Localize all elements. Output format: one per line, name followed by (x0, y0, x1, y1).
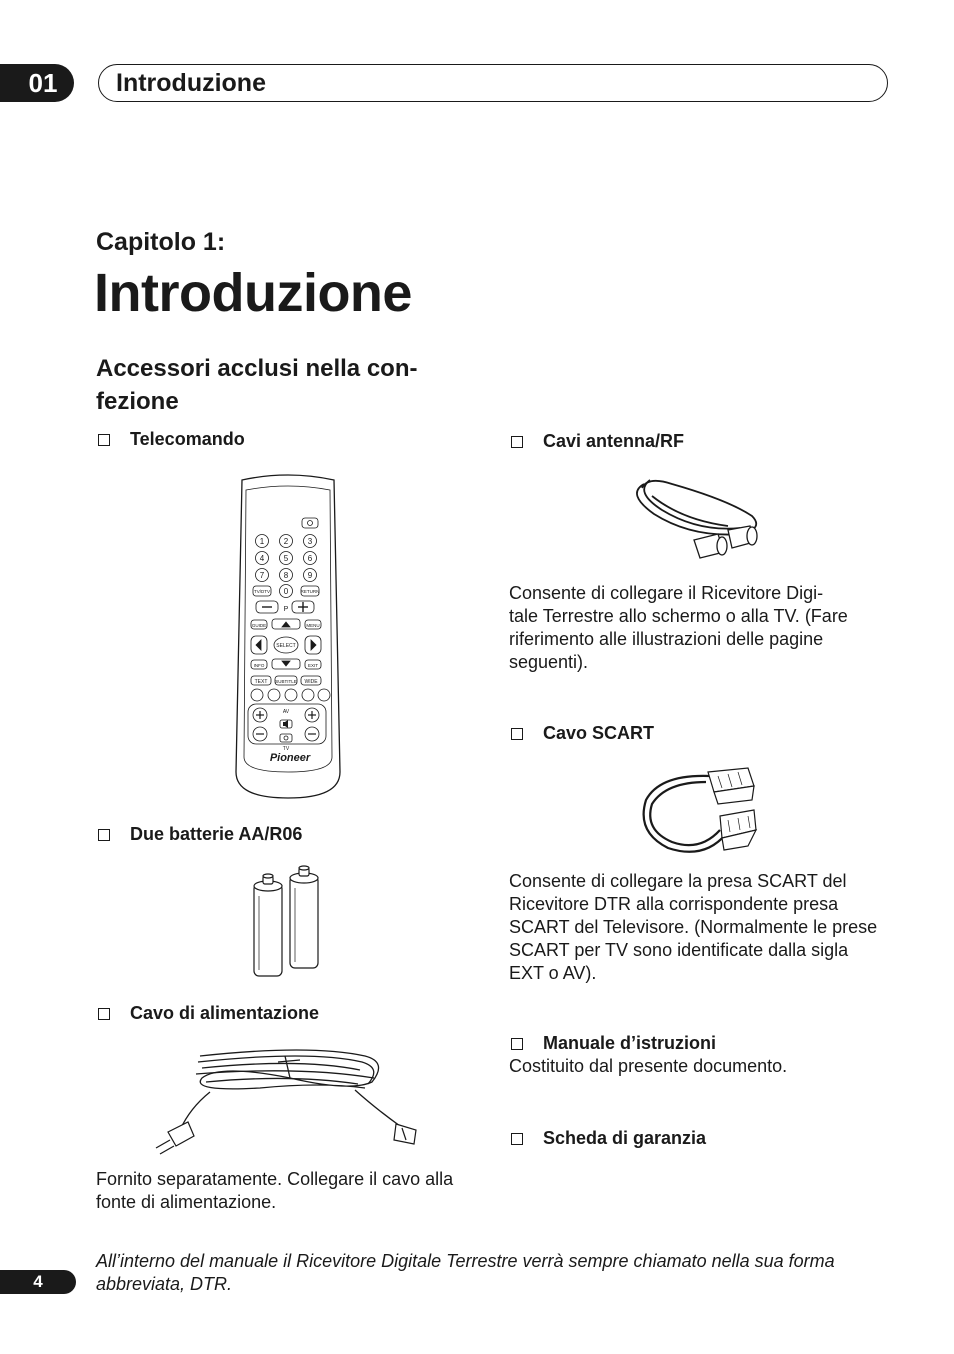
list-item-manual (509, 1033, 716, 1054)
checkbox-icon (511, 1038, 523, 1050)
list-item-scart-cable (509, 723, 654, 744)
remote-button-label: P (283, 606, 289, 613)
item-label: Cavi antenna/RF (543, 431, 685, 451)
power-cable-description: Fornito separatamente. Collegare il cavo alla fonte di alimentazione. (96, 1169, 454, 1212)
remote-button-label: TEXT (254, 679, 268, 685)
remote-number-label: 5 (283, 554, 289, 563)
checkbox-icon (98, 434, 110, 446)
remote-button-label: INFO (253, 663, 265, 668)
list-item-batteries (96, 824, 302, 845)
remote-brand-logo: Pioneer (269, 752, 311, 764)
page-number-tab (0, 1270, 76, 1294)
remote-number-label: 4 (259, 554, 265, 563)
list-item-warranty (509, 1128, 706, 1149)
remote-number-label: 9 (307, 571, 313, 580)
antenna-cable-description: Consente di collegare il Ricevitore Digi- tale Terrestre allo schermo o alla TV. (Fare riferimento alle illustrazioni delle pagine seguenti). (509, 583, 848, 672)
chapter-label: Capitolo 1: (96, 228, 226, 256)
power-cable-illustration (150, 1048, 425, 1158)
page-title: Introduzione (94, 263, 412, 323)
batteries-illustration (250, 870, 324, 980)
remote-button-label: WIDE (304, 679, 318, 685)
remote-button-label: GUIDE (251, 623, 267, 628)
remote-number-label: 6 (307, 554, 313, 563)
remote-number-label: 7 (259, 571, 265, 580)
scart-cable-illustration (638, 766, 762, 860)
remote-button-label: AV (282, 709, 290, 715)
item-label: Scheda di garanzia (543, 1128, 707, 1148)
item-label: Cavo SCART (543, 723, 655, 743)
remote-button-label: SUBTITLE (275, 679, 297, 684)
checkbox-icon (511, 436, 523, 448)
remote-number-label: 0 (283, 587, 289, 596)
section-title: Accessori acclusi nella con- fezione (96, 355, 418, 415)
remote-number-label: 8 (283, 571, 289, 580)
chapter-number: 01 (28, 67, 58, 98)
remote-button-label: RETURN (300, 589, 320, 594)
antenna-cable-illustration (632, 474, 772, 566)
checkbox-icon (511, 728, 523, 740)
checkbox-icon (98, 829, 110, 841)
item-label: Telecomando (130, 429, 245, 449)
item-label: Due batterie AA/R06 (130, 824, 303, 844)
remote-number-label: 2 (283, 537, 289, 546)
item-label: Manuale d’istruzioni (543, 1033, 717, 1053)
footnote: All’interno del manuale il Ricevitore Digitale Terrestre verrà sempre chiamato nella sua forma abbreviata, DTR. (96, 1251, 835, 1294)
checkbox-icon (511, 1133, 523, 1145)
remote-button-label: TV (282, 746, 290, 752)
remote-control-illustration (232, 472, 344, 802)
list-item-power-cable (96, 1003, 319, 1024)
remote-number-label: 1 (259, 537, 265, 546)
manual-description: Costituito dal presente documento. (509, 1056, 788, 1076)
remote-button-label: SELECT (276, 643, 296, 649)
item-label: Cavo di alimentazione (130, 1003, 320, 1023)
list-item-antenna-cable (509, 431, 684, 452)
page-number: 4 (33, 1272, 43, 1291)
header-title: Introduzione (116, 69, 266, 97)
checkbox-icon (98, 1008, 110, 1020)
remote-number-label: 3 (307, 537, 313, 546)
remote-button-label: TV/DTV (253, 589, 271, 594)
remote-button-label: EXIT (307, 663, 319, 668)
scart-cable-description: Consente di collegare la presa SCART del Ricevitore DTR alla corrispondente presa SCART del Televisore. (Normalmente le prese SCART per TV sono identificate dalla sigla EXT o AV). (509, 871, 878, 983)
remote-button-label: MENU (306, 623, 320, 628)
list-item-remote (96, 429, 245, 450)
chapter-number-tab (0, 64, 74, 102)
